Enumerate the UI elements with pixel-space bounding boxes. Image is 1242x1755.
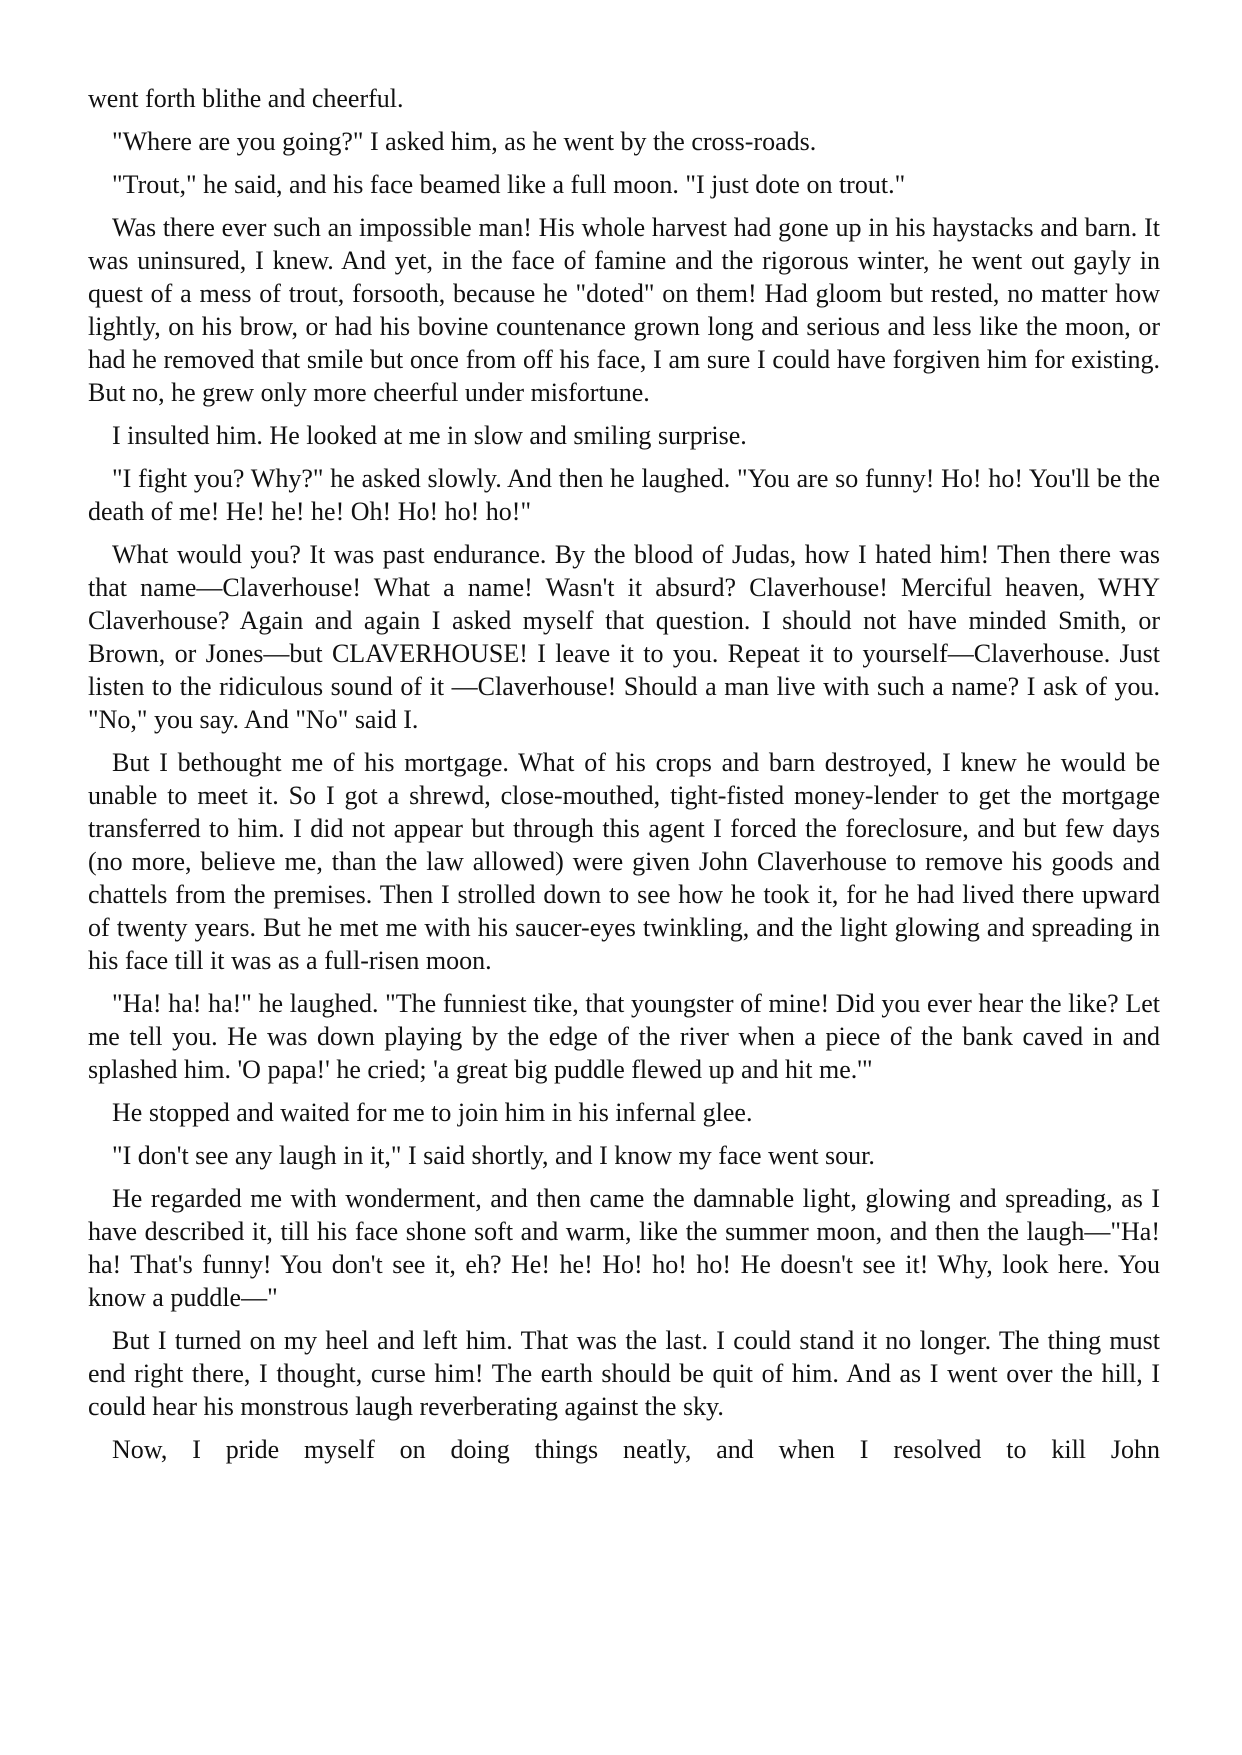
paragraph-4: Was there ever such an impossible man! His whole harvest had gone up in his haystacks and barn. It was uninsured, I knew. And yet, in the face of famine and the rigorous winter, he went out gayly in quest of a mess of trout, forsooth, because he "doted" on them! Had gloom but rested, no matter how lightly, on his brow, or had his bovine countenance grown long and serious and less like the moon, or had he removed that smile but once from off his face, I am sure I could have forgiven him for existing. But no, he grew only more cheerful under misfortune.	[88, 213, 1160, 407]
paragraph-6: "I fight you? Why?" he asked slowly. And then he laughed. "You are so funny! Ho! ho! You'll be the death of me! He! he! he! Oh! Ho! ho! ho!"	[88, 464, 1160, 526]
paragraph-12: He regarded me with wonderment, and then came the damnable light, glowing and spreading, as I have described it, till his face shone soft and warm, like the summer moon, and then the laugh—"Ha! ha! That's funny! You don't see it, eh? He! he! Ho! ho! ho! He doesn't see it! Why, look here. You know a puddle—"	[88, 1184, 1160, 1312]
paragraph-14: Now, I pride myself on doing things neatly, and when I resolved to kill John	[112, 1435, 1160, 1464]
paragraph-13: But I turned on my heel and left him. That was the last. I could stand it no longer. The thing must end right there, I thought, curse him! The earth should be quit of him. And as I went over the hill, I could hear his monstrous laugh reverberating against the sky.	[88, 1326, 1160, 1421]
paragraph-1: went forth blithe and cheerful.	[88, 84, 404, 113]
paragraph-9: "Ha! ha! ha!" he laughed. "The funniest tike, that youngster of mine! Did you ever hear the like? Let me tell you. He was down playing by the edge of the river when a piece of the bank caved in and splashed him. 'O papa!' he cried; 'a great big puddle flewed up and hit me.'"	[88, 989, 1160, 1084]
paragraph-7: What would you? It was past endurance. By the blood of Judas, how I hated him! Then there was that name—Claverhouse! What a name! Wasn't it absurd? Claverhouse! Merciful heaven, WHY Claverhouse? Again and again I asked myself that question. I should not have minded Smith, or Brown, or Jones—but CLAVERHOUSE! I leave it to you. Repeat it to yourself—Claverhouse. Just listen to the ridiculous sound of it —Claverhouse! Should a man live with such a name? I ask of you. "No," you say. And "No" said I.	[88, 540, 1160, 734]
book-page	[88, 82, 1160, 1476]
paragraph-10: He stopped and waited for me to join him in his infernal glee.	[112, 1098, 753, 1127]
paragraph-3: "Trout," he said, and his face beamed like a full moon. "I just dote on trout."	[112, 170, 906, 199]
paragraph-5: I insulted him. He looked at me in slow and smiling surprise.	[112, 421, 747, 450]
paragraph-8: But I bethought me of his mortgage. What of his crops and barn destroyed, I knew he would be unable to meet it. So I got a shrewd, close-mouthed, tight-fisted money-lender to get the mortgage transferred to him. I did not appear but through this agent I forced the foreclosure, and but few days (no more, believe me, than the law allowed) were given John Claverhouse to remove his goods and chattels from the premises. Then I strolled down to see how he took it, for he had lived there upward of twenty years. But he met me with his saucer-eyes twinkling, and the light glowing and spreading in his face till it was as a full-risen moon.	[88, 748, 1160, 975]
paragraph-11: "I don't see any laugh in it," I said shortly, and I know my face went sour.	[112, 1141, 875, 1170]
paragraph-2: "Where are you going?" I asked him, as he went by the cross-roads.	[112, 127, 817, 156]
